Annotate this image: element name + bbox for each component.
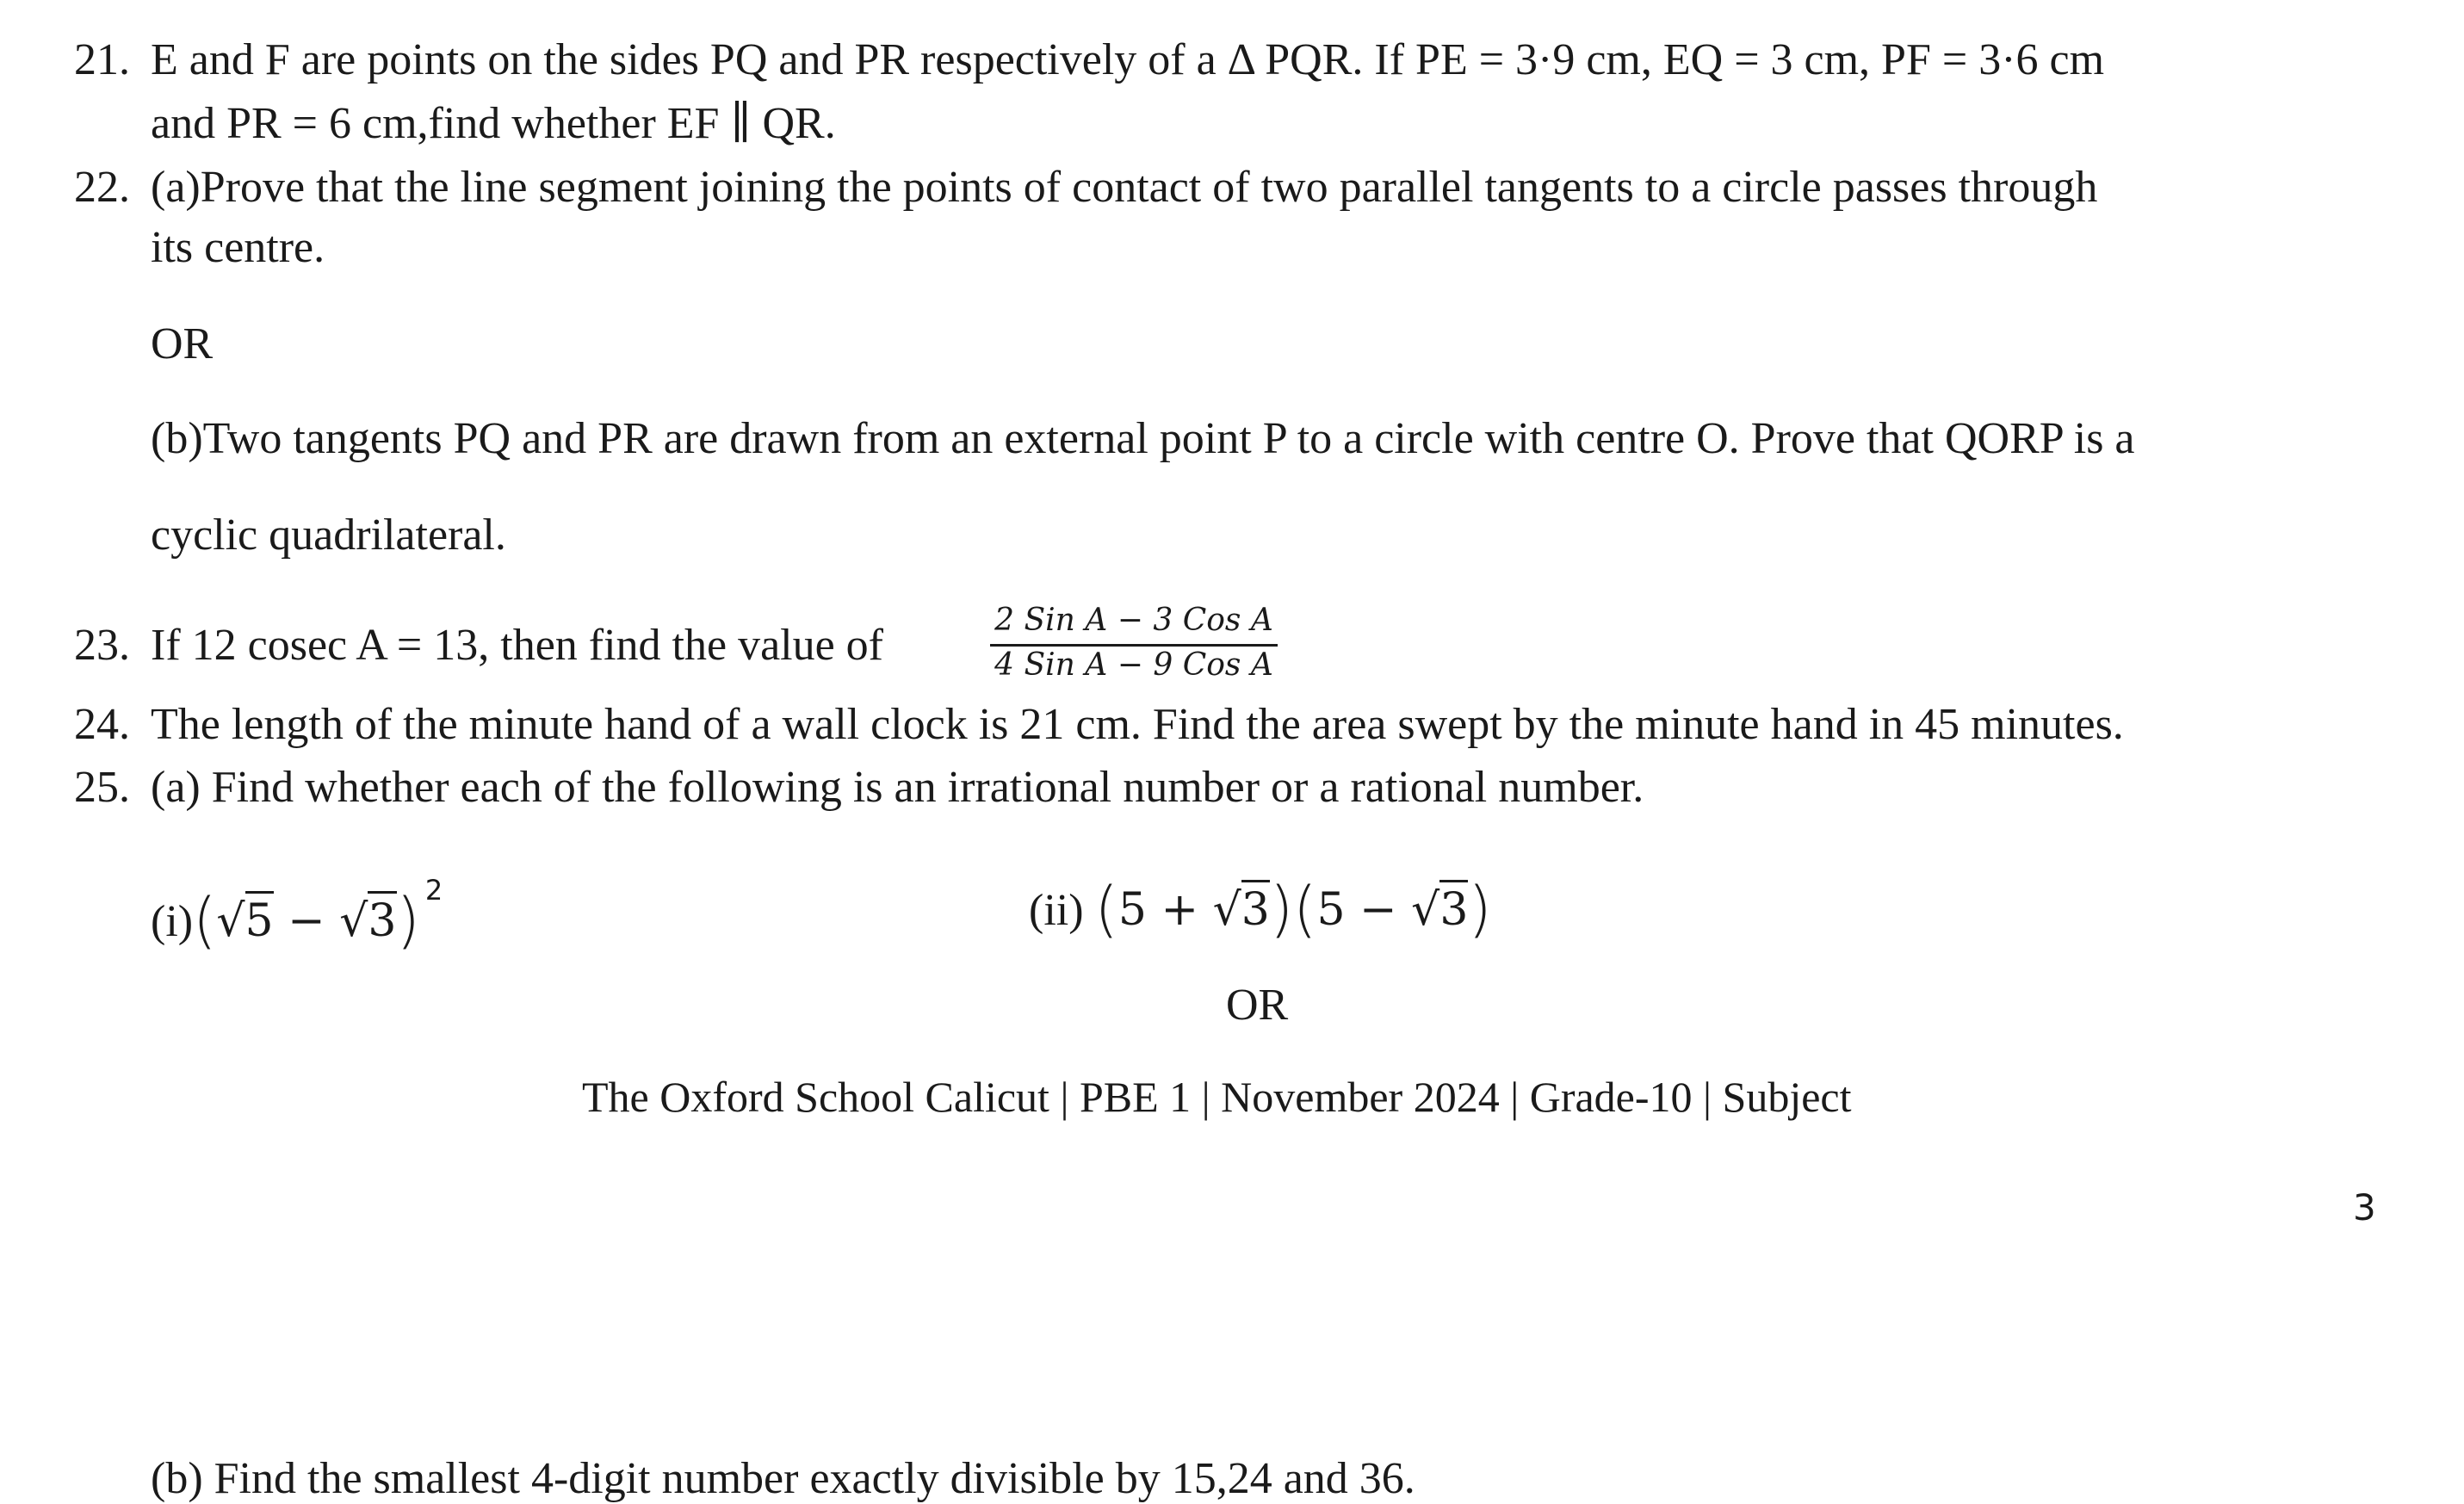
minus-sign: − (273, 895, 340, 947)
radicand-3: 3 (368, 891, 396, 947)
question-25-or: OR (1226, 981, 1289, 1030)
question-23-text: If 12 cosec A = 13, then find the value of (151, 621, 883, 670)
term-5: 5 (1117, 884, 1147, 936)
question-21-line-2: and PR = 6 cm,find whether EF ∥ QR. (151, 99, 836, 148)
minus-sign: − (1345, 884, 1412, 936)
term-5: 5 (1316, 884, 1346, 936)
radicand-3: 3 (1241, 880, 1270, 936)
open-paren: ( (193, 885, 217, 956)
question-25b-text: (b) Find the smallest 4-digit number exactly divisible by 15,24 and 36. (151, 1454, 1415, 1503)
question-22-number: 22. (74, 163, 130, 212)
radicand-3: 3 (1439, 880, 1468, 936)
fraction-bar (990, 644, 1278, 647)
question-22a-line-2: its centre. (151, 223, 325, 272)
question-21-line-1: E and F are points on the sides PQ and PR respectively of a Δ PQR. If PE = 3·9 cm, EQ = 3 cm, PF = 3·6 cm (151, 35, 2105, 84)
radicand-5: 5 (245, 891, 274, 947)
sqrt-symbol: √ (1411, 884, 1440, 936)
question-24-number: 24. (74, 700, 130, 749)
question-22-or: OR (151, 319, 214, 368)
question-23-number: 23. (74, 621, 130, 670)
page-footer: The Oxford School Calicut | PBE 1 | November 2024 | Grade-10 | Subject (582, 1073, 1852, 1121)
page-number: 3 (2353, 1186, 2376, 1229)
close-paren: ) (396, 885, 420, 956)
open-paren: ( (1293, 874, 1317, 944)
question-25-part-i (151, 874, 443, 956)
question-23-fraction (988, 603, 1279, 689)
part-i-label: (i) (151, 897, 194, 946)
part-ii-label: (ii) (1029, 886, 1084, 935)
question-25a-text: (a) Find whether each of the following is an irrational number or a rational number. (151, 763, 1644, 812)
exponent: 2 (424, 874, 443, 907)
close-paren: ) (1468, 874, 1492, 944)
plus-sign: + (1146, 884, 1213, 936)
question-22b-line-2: cyclic quadrilateral. (151, 511, 506, 560)
close-paren: ) (1269, 874, 1294, 944)
question-22a-line-1: (a)Prove that the line segment joining the points of contact of two parallel tangents to a circle passes through (151, 163, 2098, 212)
question-24-text: The length of the minute hand of a wall clock is 21 cm. Find the area swept by the minute hand in 45 minutes. (151, 700, 2124, 749)
question-25-number: 25. (74, 763, 130, 812)
question-21-number: 21. (74, 35, 130, 84)
question-22b-line-1: (b)Two tangents PQ and PR are drawn from an external point P to a circle with centre O. Prove that QORP is a (151, 414, 2135, 463)
fraction-numerator: 2 Sin A − 3 Cos A (994, 603, 1273, 638)
open-paren: ( (1094, 874, 1118, 944)
fraction-denominator: 4 Sin A − 9 Cos A (994, 647, 1273, 683)
question-25-part-ii (1029, 874, 1492, 944)
sqrt-symbol: √ (339, 895, 368, 947)
sqrt-symbol: √ (1212, 884, 1241, 936)
sqrt-symbol: √ (216, 895, 245, 947)
